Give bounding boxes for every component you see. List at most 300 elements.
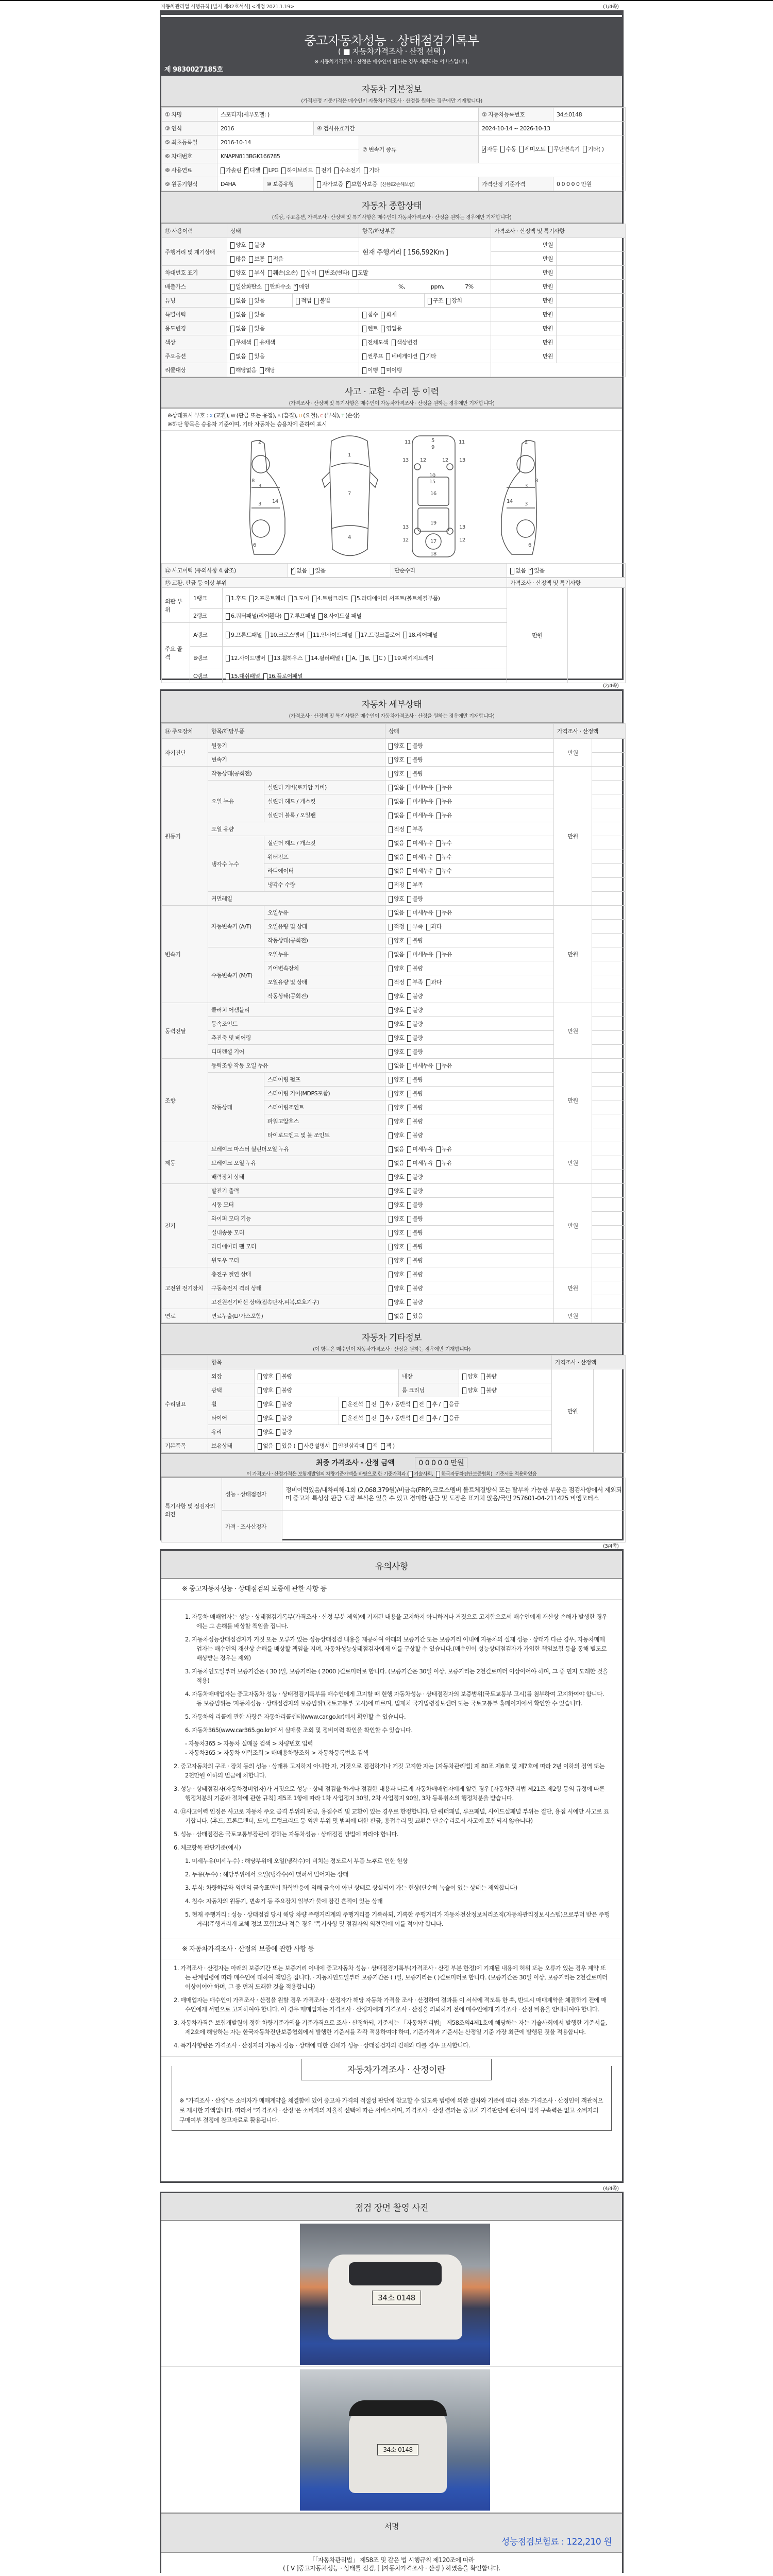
- checkbox[interactable]: [265, 284, 269, 291]
- checkbox[interactable]: [407, 896, 411, 903]
- checkbox-option[interactable]: [444, 1414, 459, 1422]
- checkbox[interactable]: [364, 167, 368, 174]
- checkbox-option[interactable]: [389, 894, 404, 903]
- checkbox-option[interactable]: [265, 631, 305, 639]
- checkbox[interactable]: [380, 1401, 384, 1408]
- checkbox[interactable]: [389, 1313, 393, 1320]
- checkbox-option[interactable]: [386, 352, 417, 360]
- checkbox-option[interactable]: [230, 255, 246, 263]
- checkbox-option[interactable]: [389, 741, 404, 750]
- checkbox-option[interactable]: [389, 1270, 404, 1278]
- checkbox[interactable]: [389, 924, 393, 930]
- remark-cell[interactable]: [557, 321, 626, 335]
- checkbox-option[interactable]: [281, 166, 313, 174]
- checkbox-option[interactable]: [389, 1006, 404, 1014]
- checkbox-option[interactable]: [427, 1414, 440, 1422]
- checkbox[interactable]: [436, 1146, 441, 1153]
- checkbox[interactable]: [281, 167, 285, 174]
- checkbox-option[interactable]: [389, 825, 404, 833]
- checkbox-option[interactable]: [436, 783, 452, 791]
- checkbox-option[interactable]: [230, 241, 246, 249]
- checkbox-option[interactable]: [583, 144, 604, 155]
- checkbox[interactable]: [268, 256, 272, 263]
- checkbox[interactable]: [381, 367, 385, 374]
- checkbox[interactable]: [407, 952, 411, 958]
- checkbox[interactable]: [436, 1471, 440, 1478]
- checkbox[interactable]: [389, 1049, 393, 1056]
- checkbox-option[interactable]: [258, 1386, 273, 1394]
- checkbox[interactable]: [407, 979, 411, 986]
- checkbox[interactable]: [249, 326, 253, 332]
- checkbox-option[interactable]: [407, 1228, 423, 1236]
- checkbox[interactable]: [320, 270, 324, 277]
- checkbox[interactable]: [389, 1146, 393, 1153]
- checkbox-option[interactable]: [500, 144, 516, 155]
- checkbox[interactable]: [462, 1387, 466, 1394]
- checkbox-option[interactable]: [254, 338, 275, 346]
- checkbox[interactable]: [362, 367, 366, 374]
- checkbox-option[interactable]: [276, 1428, 292, 1436]
- checkbox[interactable]: [258, 1415, 262, 1422]
- checkbox-checked[interactable]: [291, 568, 295, 574]
- checkbox[interactable]: [407, 1174, 411, 1181]
- checkbox-option[interactable]: [366, 1400, 376, 1408]
- checkbox-option[interactable]: [389, 908, 404, 917]
- remark-cell[interactable]: [592, 1198, 626, 1212]
- checkbox[interactable]: [407, 743, 411, 750]
- remark-cell[interactable]: [592, 1226, 626, 1240]
- checkbox[interactable]: [389, 952, 393, 958]
- checkbox-option[interactable]: [389, 1089, 404, 1097]
- checkbox-option[interactable]: [436, 867, 452, 875]
- checkbox[interactable]: [407, 1063, 411, 1070]
- checkbox-option[interactable]: [407, 1298, 423, 1306]
- checkbox[interactable]: [230, 270, 234, 277]
- checkbox-option[interactable]: [436, 908, 452, 917]
- checkbox[interactable]: [381, 312, 385, 318]
- remark-cell[interactable]: [592, 1031, 626, 1045]
- checkbox-option[interactable]: [436, 853, 452, 861]
- checkbox-option[interactable]: [407, 1242, 423, 1250]
- checkbox[interactable]: [284, 613, 289, 620]
- checkbox-option[interactable]: [427, 1400, 440, 1408]
- remark-cell[interactable]: [592, 739, 626, 753]
- checkbox[interactable]: [389, 896, 393, 903]
- checkbox[interactable]: [421, 353, 425, 360]
- checkbox[interactable]: [312, 596, 316, 602]
- remark-cell[interactable]: [592, 836, 626, 850]
- checkbox[interactable]: [407, 1160, 411, 1167]
- checkbox[interactable]: [446, 298, 450, 304]
- checkbox[interactable]: [510, 568, 514, 574]
- remark-cell[interactable]: [592, 934, 626, 947]
- checkbox-option[interactable]: [407, 1020, 423, 1028]
- checkbox[interactable]: [407, 1202, 411, 1209]
- checkbox[interactable]: [389, 799, 393, 805]
- checkbox[interactable]: [407, 1091, 411, 1097]
- checkbox-option[interactable]: [389, 1061, 404, 1070]
- checkbox[interactable]: [389, 1118, 393, 1125]
- checkbox[interactable]: [407, 924, 411, 930]
- checkbox-option[interactable]: [362, 338, 389, 346]
- checkbox[interactable]: [481, 1374, 485, 1380]
- checkbox-option[interactable]: [249, 310, 264, 318]
- checkbox[interactable]: [389, 910, 393, 917]
- checkbox[interactable]: [268, 270, 272, 277]
- checkbox-option[interactable]: [407, 1145, 433, 1153]
- checkbox-option[interactable]: [346, 655, 357, 662]
- checkbox-option[interactable]: [312, 594, 348, 602]
- checkbox[interactable]: [389, 1160, 393, 1167]
- checkbox-option[interactable]: [389, 811, 404, 819]
- checkbox-option[interactable]: [249, 268, 264, 277]
- checkbox-option[interactable]: [389, 978, 404, 986]
- checkbox-option[interactable]: [263, 167, 279, 174]
- checkbox-option[interactable]: [296, 296, 311, 304]
- checkbox[interactable]: [260, 367, 264, 374]
- checkbox[interactable]: [249, 270, 253, 277]
- checkbox-option[interactable]: [342, 1414, 363, 1422]
- checkbox[interactable]: [407, 1285, 411, 1292]
- checkbox[interactable]: [276, 1401, 280, 1408]
- remark-cell[interactable]: [557, 252, 626, 266]
- remark-cell[interactable]: [592, 1309, 626, 1323]
- checkbox-option[interactable]: [260, 366, 275, 374]
- checkbox-option[interactable]: [407, 922, 423, 930]
- remark-cell[interactable]: [592, 753, 626, 767]
- checkbox[interactable]: [301, 270, 305, 277]
- checkbox-option[interactable]: [407, 853, 433, 861]
- checkbox-option[interactable]: [407, 755, 423, 764]
- checkbox[interactable]: [403, 632, 407, 638]
- checkbox-option[interactable]: [481, 1386, 496, 1394]
- checkbox-option[interactable]: [389, 1159, 404, 1167]
- checkbox[interactable]: [583, 146, 587, 152]
- checkbox-option[interactable]: [407, 867, 433, 875]
- checkbox-option[interactable]: [389, 1284, 404, 1292]
- checkbox[interactable]: [226, 673, 230, 680]
- checkbox-option[interactable]: [407, 1214, 423, 1223]
- checkbox[interactable]: [318, 613, 323, 620]
- checkbox-option[interactable]: [407, 1312, 423, 1320]
- checkbox[interactable]: [389, 1285, 393, 1292]
- checkbox-option[interactable]: [407, 936, 423, 944]
- remark-cell[interactable]: [592, 1045, 626, 1059]
- checkbox[interactable]: [389, 854, 393, 861]
- checkbox[interactable]: [389, 993, 393, 1000]
- checkbox[interactable]: [389, 1077, 393, 1083]
- remark-cell[interactable]: [592, 1240, 626, 1253]
- checkbox[interactable]: [389, 757, 393, 764]
- remark-cell[interactable]: [557, 308, 626, 321]
- checkbox-option[interactable]: [519, 144, 546, 155]
- remark-cell[interactable]: [592, 781, 626, 794]
- checkbox-option[interactable]: [403, 631, 438, 639]
- checkbox-option[interactable]: [389, 1256, 404, 1264]
- checkbox[interactable]: [426, 979, 430, 986]
- checkbox[interactable]: [407, 1077, 411, 1083]
- checkbox[interactable]: [407, 882, 411, 889]
- checkbox[interactable]: [519, 146, 524, 152]
- checkbox-option[interactable]: [436, 950, 452, 958]
- checkbox-option[interactable]: [318, 612, 361, 620]
- checkbox-option[interactable]: [481, 1372, 496, 1380]
- checkbox-option[interactable]: [407, 811, 433, 819]
- checkbox-option[interactable]: [342, 1400, 363, 1408]
- checkbox-option[interactable]: [360, 655, 370, 662]
- checkbox-option[interactable]: [444, 1400, 459, 1408]
- remark-cell[interactable]: [592, 1142, 626, 1156]
- checkbox[interactable]: [407, 965, 411, 972]
- checkbox[interactable]: [249, 596, 254, 602]
- remark-cell[interactable]: [592, 1100, 626, 1114]
- checkbox-option[interactable]: [320, 268, 349, 277]
- checkbox[interactable]: [258, 1387, 262, 1394]
- remark-cell[interactable]: [557, 280, 626, 294]
- remark-cell[interactable]: [592, 1003, 626, 1017]
- checkbox-option[interactable]: [366, 1414, 376, 1422]
- checkbox[interactable]: [389, 1007, 393, 1014]
- checkbox[interactable]: [389, 1216, 393, 1223]
- checkbox-option[interactable]: [289, 594, 309, 602]
- checkbox[interactable]: [366, 1401, 370, 1408]
- checkbox[interactable]: [226, 596, 230, 602]
- checkbox-option[interactable]: [407, 894, 423, 903]
- checkbox[interactable]: [366, 1415, 370, 1422]
- checkbox[interactable]: [362, 326, 366, 332]
- checkbox-option[interactable]: [407, 783, 433, 791]
- remark-cell[interactable]: [592, 1114, 626, 1128]
- checkbox-option[interactable]: [407, 825, 423, 833]
- checkbox-option[interactable]: [407, 908, 433, 917]
- checkbox[interactable]: [221, 167, 225, 174]
- checkbox[interactable]: [296, 298, 300, 304]
- checkbox-option[interactable]: [316, 166, 331, 174]
- checkbox-option[interactable]: [389, 1145, 404, 1153]
- checkbox[interactable]: [308, 632, 312, 638]
- checkbox-option[interactable]: [317, 180, 343, 188]
- checkbox[interactable]: [230, 367, 234, 374]
- checkbox[interactable]: [289, 596, 293, 602]
- checkbox-option[interactable]: [436, 811, 452, 819]
- checkbox-option[interactable]: [221, 166, 241, 174]
- checkbox[interactable]: [389, 965, 393, 972]
- checkbox-option[interactable]: [436, 1145, 452, 1153]
- checkbox-option[interactable]: [276, 1372, 292, 1380]
- checkbox[interactable]: [436, 1063, 441, 1070]
- checkbox-option[interactable]: [407, 1270, 423, 1278]
- checkbox-option[interactable]: [407, 1256, 423, 1264]
- checkbox-option[interactable]: [407, 797, 433, 805]
- checkbox[interactable]: [407, 1146, 411, 1153]
- checkbox[interactable]: [351, 596, 356, 602]
- checkbox[interactable]: [263, 673, 267, 680]
- checkbox-option[interactable]: [389, 1187, 404, 1195]
- checkbox-option[interactable]: [428, 296, 443, 304]
- checkbox[interactable]: [407, 799, 411, 805]
- checkbox-option[interactable]: [258, 1428, 273, 1436]
- checkbox-option[interactable]: [407, 1173, 423, 1181]
- checkbox[interactable]: [381, 326, 385, 332]
- checkbox[interactable]: [407, 868, 411, 875]
- checkbox[interactable]: [276, 1443, 280, 1450]
- checkbox-option[interactable]: [249, 352, 264, 360]
- checkbox-checked[interactable]: [294, 284, 298, 291]
- checkbox[interactable]: [407, 1132, 411, 1139]
- checkbox-option[interactable]: [407, 1103, 423, 1111]
- checkbox[interactable]: [407, 1035, 411, 1042]
- checkbox[interactable]: [389, 1299, 393, 1306]
- checkbox[interactable]: [389, 1063, 393, 1070]
- checkbox-option[interactable]: [374, 655, 386, 662]
- checkbox[interactable]: [389, 655, 393, 662]
- checkbox[interactable]: [254, 340, 258, 346]
- remark-cell[interactable]: [592, 808, 626, 822]
- checkbox[interactable]: [392, 340, 396, 346]
- checkbox[interactable]: [310, 568, 314, 574]
- checkbox-option[interactable]: [389, 1228, 404, 1236]
- checkbox-option[interactable]: [249, 594, 285, 602]
- checkbox-option[interactable]: [389, 853, 404, 861]
- extra-remark[interactable]: [594, 1369, 626, 1453]
- checkbox[interactable]: [407, 993, 411, 1000]
- checkbox[interactable]: [436, 952, 441, 958]
- checkbox-option[interactable]: [407, 1200, 423, 1209]
- checkbox[interactable]: [389, 1272, 393, 1278]
- checkbox[interactable]: [381, 1443, 385, 1450]
- checkbox[interactable]: [276, 1429, 280, 1436]
- checkbox-option[interactable]: [244, 166, 260, 174]
- checkbox[interactable]: [407, 757, 411, 764]
- checkbox[interactable]: [389, 771, 393, 777]
- checkbox-option[interactable]: [381, 1442, 395, 1450]
- checkbox-option[interactable]: [306, 654, 343, 662]
- checkbox-option[interactable]: [482, 144, 497, 155]
- checkbox-option[interactable]: [389, 964, 404, 972]
- checkbox-option[interactable]: [436, 1470, 492, 1478]
- checkbox-option[interactable]: [407, 839, 433, 847]
- checkbox[interactable]: [389, 1132, 393, 1139]
- checkbox[interactable]: [258, 1443, 262, 1450]
- remark-cell[interactable]: [557, 335, 626, 349]
- checkbox-option[interactable]: [389, 880, 404, 889]
- checkbox-option[interactable]: [462, 1372, 478, 1380]
- checkbox-option[interactable]: [268, 654, 303, 662]
- checkbox[interactable]: [226, 655, 230, 662]
- checkbox-option[interactable]: [276, 1442, 295, 1450]
- checkbox-option[interactable]: [407, 950, 433, 958]
- remark-cell[interactable]: [592, 1087, 626, 1100]
- checkbox-option[interactable]: [407, 1061, 433, 1070]
- checkbox[interactable]: [389, 938, 393, 944]
- checkbox[interactable]: [389, 1091, 393, 1097]
- checkbox-option[interactable]: [249, 255, 264, 263]
- remark-cell[interactable]: [592, 920, 626, 934]
- checkbox-option[interactable]: [421, 352, 436, 360]
- checkbox[interactable]: [389, 979, 393, 986]
- checkbox[interactable]: [230, 242, 234, 249]
- checkbox[interactable]: [407, 812, 411, 819]
- checkbox-option[interactable]: [389, 797, 404, 805]
- remark-cell[interactable]: [592, 1267, 626, 1281]
- checkbox-option[interactable]: [334, 166, 361, 174]
- checkbox-option[interactable]: [230, 352, 246, 360]
- checkbox[interactable]: [265, 632, 269, 638]
- checkbox-option[interactable]: [268, 255, 283, 263]
- checkbox-option[interactable]: [226, 612, 281, 620]
- checkbox-option[interactable]: [389, 1214, 404, 1223]
- checkbox-option[interactable]: [362, 366, 378, 374]
- checkbox-option[interactable]: [226, 654, 265, 662]
- checkbox-option[interactable]: [407, 964, 423, 972]
- checkbox[interactable]: [407, 1118, 411, 1125]
- checkbox[interactable]: [389, 840, 393, 847]
- checkbox[interactable]: [389, 882, 393, 889]
- checkbox[interactable]: [230, 340, 234, 346]
- checkbox[interactable]: [249, 312, 253, 318]
- checkbox[interactable]: [389, 1174, 393, 1181]
- remark-cell[interactable]: [592, 1253, 626, 1267]
- remark-cell[interactable]: [557, 266, 626, 280]
- checkbox-checked[interactable]: [529, 568, 533, 574]
- checkbox-option[interactable]: [230, 310, 246, 318]
- checkbox[interactable]: [249, 256, 253, 263]
- checkbox[interactable]: [298, 1443, 303, 1450]
- checkbox-option[interactable]: [548, 144, 580, 155]
- checkbox-option[interactable]: [389, 1075, 404, 1083]
- checkbox[interactable]: [380, 1415, 384, 1422]
- checkbox[interactable]: [352, 270, 357, 277]
- checkbox-option[interactable]: [291, 566, 307, 574]
- checkbox[interactable]: [407, 1049, 411, 1056]
- remark-cell[interactable]: [592, 822, 626, 836]
- checkbox-option[interactable]: [351, 594, 440, 602]
- checkbox[interactable]: [407, 854, 411, 861]
- checkbox-option[interactable]: [230, 282, 262, 291]
- checkbox[interactable]: [444, 1415, 448, 1422]
- checkbox[interactable]: [314, 298, 318, 304]
- checkbox-option[interactable]: [446, 296, 462, 304]
- checkbox-option[interactable]: [258, 1400, 273, 1408]
- checkbox-option[interactable]: [230, 324, 246, 332]
- checkbox[interactable]: [407, 840, 411, 847]
- checkbox-option[interactable]: [362, 352, 383, 360]
- checkbox-option[interactable]: [407, 880, 423, 889]
- checkbox-option[interactable]: [426, 922, 442, 930]
- checkbox-option[interactable]: [276, 1414, 292, 1422]
- checkbox[interactable]: [249, 353, 253, 360]
- checkbox-option[interactable]: [426, 978, 442, 986]
- checkbox[interactable]: [276, 1374, 280, 1380]
- checkbox[interactable]: [356, 632, 360, 638]
- checkbox-option[interactable]: [389, 1312, 404, 1320]
- checkbox-option[interactable]: [352, 268, 368, 277]
- checkbox[interactable]: [362, 340, 366, 346]
- checkbox-option[interactable]: [308, 631, 352, 639]
- checkbox[interactable]: [407, 826, 411, 833]
- remark-cell[interactable]: [592, 850, 626, 864]
- checkbox-option[interactable]: [362, 324, 378, 332]
- remark-cell[interactable]: [592, 1281, 626, 1295]
- checkbox[interactable]: [389, 1188, 393, 1195]
- checkbox[interactable]: [407, 910, 411, 917]
- checkbox-option[interactable]: [389, 1020, 404, 1028]
- checkbox-option[interactable]: [276, 1386, 292, 1394]
- checkbox-option[interactable]: [389, 1173, 404, 1181]
- checkbox-option[interactable]: [258, 1414, 273, 1422]
- checkbox-option[interactable]: [226, 672, 260, 680]
- checkbox[interactable]: [413, 1415, 417, 1422]
